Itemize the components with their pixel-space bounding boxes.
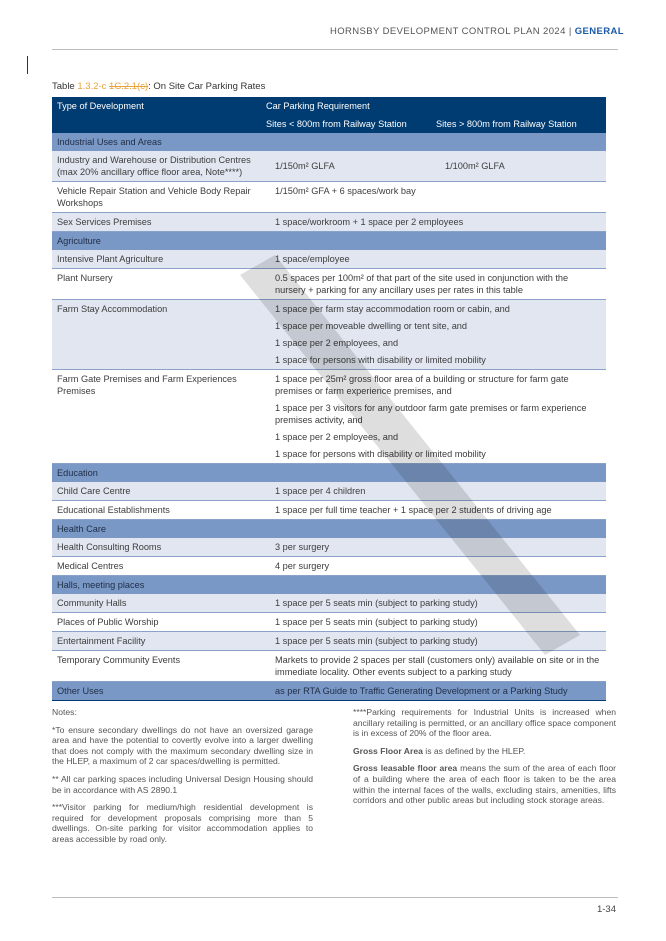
subheader-near-station: Sites < 800m from Railway Station [261, 115, 431, 133]
table-row [52, 651, 606, 682]
table-row [52, 557, 606, 576]
requirement-cell [261, 651, 606, 682]
table-row [52, 594, 606, 613]
requirement-cell [261, 613, 606, 632]
table-row [52, 538, 606, 557]
requirement-line: 1 space/workroom + 1 space per 2 employees [275, 217, 464, 227]
table-body [52, 97, 606, 701]
requirement-line: 1 space per full time teacher + 1 space per 2 students of driving age [275, 505, 552, 515]
page-header [330, 26, 624, 37]
section-row [52, 576, 606, 595]
table-row [52, 501, 606, 520]
page-number: 1-34 [596, 904, 616, 915]
section-blank-cell [261, 464, 606, 483]
section-row [52, 232, 606, 251]
requirement-line: 1 space per 5 seats min (subject to parking study) [275, 598, 478, 608]
section-blank-cell [261, 232, 606, 251]
requirement-line: 1 space per 4 children [275, 486, 366, 496]
table-row [52, 269, 606, 300]
requirement-line: 1 space per 3 visitors for any outdoor farm gate premises or farm experience premises activity, and [275, 403, 587, 425]
development-type-cell: Farm Stay Accommodation [52, 300, 261, 370]
requirement-cell [261, 250, 606, 269]
requirement-line: 1 space/employee [275, 254, 350, 264]
requirement-cell [261, 370, 606, 464]
section-blank-cell [261, 133, 606, 151]
note-secondary-dwellings: *To ensure secondary dwellings do not have an oversized garage area and have the potential to covertly evolve into a larger dwelling that does not comply with the maximum secondary dwelling size in the HLEP, a maximum of 2 car spaces/dwelling is permitted. [52, 724, 313, 767]
caption-old-number: 1C.2.1(c) [109, 81, 149, 92]
notes-left-column [52, 707, 313, 852]
requirement-line: 1 space per 5 seats min (subject to parking study) [275, 636, 478, 646]
requirement-line: 0.5 spaces per 100m² of that part of the site used in conjunction with the nursery + parking for any ancillary uses per rates in this table [275, 273, 569, 295]
section-row [52, 464, 606, 483]
gfa-definition: is as defined by the HLEP. [422, 745, 526, 756]
note-visitor-parking: ***Visitor parking for medium/high residential development is required for development proposals comprising more than 5 dwellings. On-site parking for visitor accommodation applies to areas accessible by road only. [52, 802, 313, 844]
requirement-cell [261, 182, 606, 213]
header-requirement-cell: Car Parking Requirement [261, 97, 606, 115]
requirement-line: 1 space for persons with disability or limited mobility [275, 449, 486, 459]
section-title: Industrial Uses and Areas [52, 133, 261, 151]
development-type-cell: Farm Gate Premises and Farm Experiences Premises [52, 370, 261, 464]
requirement-line: Markets to provide 2 spaces per stall (customers only) available on site or in the immediate locality. Other events subject to a parking study [275, 655, 600, 677]
section-title: Halls, meeting places [52, 576, 261, 595]
gfa-term: Gross Floor Area [353, 745, 423, 756]
caption-suffix: : On Site Car Parking Rates [148, 81, 266, 92]
development-type-cell: Intensive Plant Agriculture [52, 250, 261, 269]
table-header-row [52, 97, 606, 115]
development-type-cell: Temporary Community Events [52, 651, 261, 682]
header-title: HORNSBY DEVELOPMENT CONTROL PLAN 2024 [329, 26, 566, 37]
requirement-far-station: 1/100m² GLFA [431, 151, 606, 182]
requirement-line: 1 space per farm stay accommodation room or cabin, and [275, 304, 510, 314]
subheader-far-station: Sites > 800m from Railway Station [431, 115, 606, 133]
development-type-cell: Community Halls [52, 594, 261, 613]
parking-rates-table [52, 97, 606, 701]
parking-rates-table-wrap [52, 97, 606, 701]
notes-right-column [353, 707, 616, 813]
table-caption [52, 81, 265, 92]
section-row [52, 520, 606, 539]
note-industrial-units: ****Parking requirements for Industrial Units is increased when ancillary retailing is permitted, or an ancillary office space component is in excess of 20% of the floor area. [353, 707, 616, 739]
caption-prefix: Table [52, 81, 78, 92]
note-as2890: ** All car parking spaces including Universal Design Housing should be in accordance with AS 2890.1 [52, 773, 313, 795]
glfa-term: Gross leasable floor area [353, 763, 458, 774]
development-type-cell: Health Consulting Rooms [52, 538, 261, 557]
requirement-cell [261, 557, 606, 576]
table-row [52, 632, 606, 651]
header-divider [52, 49, 618, 50]
table-row [52, 482, 606, 501]
table-row [52, 213, 606, 232]
notes-heading: Notes: [52, 707, 77, 717]
header-section: GENERAL [574, 26, 624, 37]
section-title: Other Uses [52, 682, 261, 701]
change-bar [27, 56, 28, 74]
table-subheader-row [52, 115, 606, 133]
note-gfa [353, 746, 616, 757]
development-type-cell: Entertainment Facility [52, 632, 261, 651]
requirement-cell [261, 538, 606, 557]
requirement-cell [261, 269, 606, 300]
requirement-cell [261, 482, 606, 501]
section-title: Education [52, 464, 261, 483]
section-title: Health Care [52, 520, 261, 539]
requirement-line: 3 per surgery [275, 542, 330, 552]
footer-divider [52, 897, 618, 898]
requirement-cell [261, 594, 606, 613]
development-type-cell: Places of Public Worship [52, 613, 261, 632]
development-type-cell: Educational Establishments [52, 501, 261, 520]
requirement-line: 1/150m² GFA + 6 spaces/work bay [275, 186, 416, 196]
section-row [52, 682, 606, 701]
table-row [52, 370, 606, 464]
requirement-cell [261, 501, 606, 520]
table-row [52, 613, 606, 632]
development-type-cell: Medical Centres [52, 557, 261, 576]
requirement-line: 1 space for persons with disability or limited mobility [275, 355, 486, 365]
requirement-line: 1 space per 5 seats min (subject to parking study) [275, 617, 478, 627]
requirement-cell [261, 300, 606, 370]
requirement-line: 1 space per moveable dwelling or tent site, and [275, 321, 468, 331]
requirement-line: 1 space per 2 employees, and [275, 338, 399, 348]
section-blank-cell [261, 576, 606, 595]
header-separator: | [565, 26, 575, 37]
caption-new-number: 1.3.2-c [77, 81, 107, 92]
table-row [52, 151, 606, 182]
section-title: Agriculture [52, 232, 261, 251]
requirement-cell [261, 213, 606, 232]
section-blank-cell [261, 520, 606, 539]
section-requirement: as per RTA Guide to Traffic Generating Development or a Parking Study [261, 682, 606, 701]
development-type-cell: Vehicle Repair Station and Vehicle Body Repair Workshops [52, 182, 261, 213]
requirement-line: 1 space per 25m² gross floor area of a building or structure for farm gate premises or farm experience premises, and [275, 374, 569, 396]
table-row [52, 300, 606, 370]
table-row [52, 182, 606, 213]
subheader-blank-cell [52, 115, 261, 133]
requirement-line: 4 per surgery [275, 561, 330, 571]
development-type-cell: Industry and Warehouse or Distribution Centres (max 20% ancillary office floor area, Note****) [52, 151, 261, 182]
requirement-near-station: 1/150m² GLFA [261, 151, 431, 182]
section-row [52, 133, 606, 151]
header-type-cell: Type of Development [52, 97, 261, 115]
development-type-cell: Child Care Centre [52, 482, 261, 501]
development-type-cell: Plant Nursery [52, 269, 261, 300]
glfa-definition: means the sum of the area of each floor of a building where the area of each floor is taken to be the area within the internal faces of the walls, excluding stairs, amenities, lifts corridors and other public areas but including stock storage areas. [353, 763, 616, 806]
development-type-cell: Sex Services Premises [52, 213, 261, 232]
note-glfa [353, 763, 616, 805]
table-row [52, 250, 606, 269]
requirement-cell [261, 632, 606, 651]
requirement-line: 1 space per 2 employees, and [275, 432, 399, 442]
